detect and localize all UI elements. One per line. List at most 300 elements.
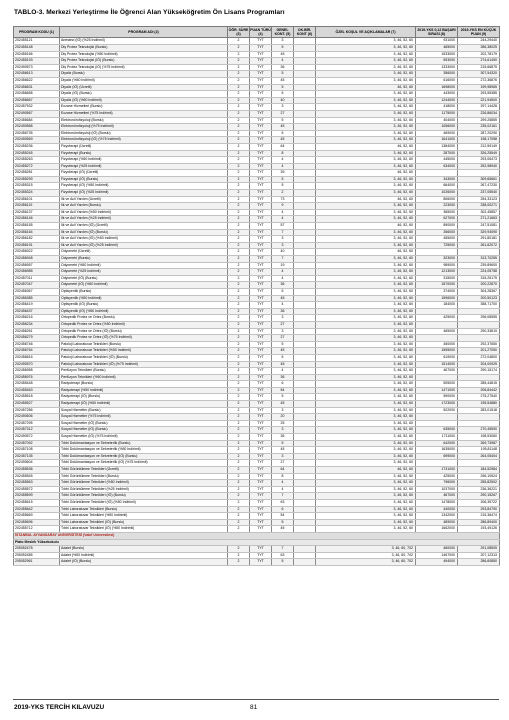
university-header-row [14,532,500,539]
score-type-cell: TYT [250,321,272,328]
special-conditions-cell: 3, 46, 60, 702 [316,546,416,553]
success-rank-cell: 1731000 [416,467,458,474]
program-code-cell: 202457011 [14,275,60,282]
general-quota-cell: 64 [272,467,294,474]
table-row [14,526,500,533]
table-row [14,328,500,335]
table-row [14,124,500,131]
top-student-quota-cell [294,229,316,236]
top-student-quota-cell [294,552,316,559]
special-conditions-cell: 3, 46, 52, 60 [316,295,416,302]
success-rank-cell: 440000 [416,506,458,513]
duration-cell: 2 [228,124,250,131]
top-student-quota-cell [294,256,316,263]
program-name-cell: Odyometri (%25 İndirimli) [60,269,228,276]
score-type-cell: TYT [250,295,272,302]
table-body [14,38,500,566]
min-score-cell: 304,28367 [458,288,500,295]
program-name-cell: İlk ve Acil Yardım (İÖ) (Ücretli) [60,223,228,230]
program-code-cell: 202457286 [14,407,60,414]
general-quota-cell: 3 [272,104,294,111]
duration-cell: 2 [228,302,250,309]
program-code-cell: 202455324 [14,190,60,197]
program-name-cell: Tıbbi Laboratuvar Teknikleri (%50 İndirimli) [60,513,228,520]
duration-cell: 2 [228,420,250,427]
min-score-cell: 286,89400 [458,519,500,526]
min-score-cell: 244,29440 [458,38,500,45]
special-conditions-cell: 46, 52, 60 [316,170,416,177]
general-quota-cell: 3 [272,453,294,460]
top-student-quota-cell [294,163,316,170]
score-type-cell: TYT [250,282,272,289]
general-quota-cell: 5 [272,71,294,78]
program-name-cell: Patoloji Laboratuvar Teknikleri (İÖ) (Burslu) [60,354,228,361]
program-code-cell: 202455166 [14,51,60,58]
special-conditions-cell: 3, 46, 52, 60 [316,440,416,447]
duration-cell: 2 [228,374,250,381]
score-type-cell: TYT [250,157,272,164]
success-rank-cell: 323000 [416,256,458,263]
top-student-quota-cell [294,295,316,302]
score-type-cell: TYT [250,394,272,401]
program-name-cell: Odyometri (Ücretli) [60,249,228,256]
program-code-cell: 202455448 [14,381,60,388]
program-code-cell: 202456957 [14,262,60,269]
duration-cell: 2 [228,157,250,164]
special-conditions-cell: 3, 46, 52, 60 [316,387,416,394]
special-conditions-cell: 3, 46, 52, 60 [316,394,416,401]
program-name-cell: Optisyenlik (İÖ) (%50 İndirimli) [60,308,228,315]
min-score-cell: 247,51081 [458,223,500,230]
duration-cell: 2 [228,559,250,566]
score-type-cell: TYT [250,117,272,124]
success-rank-cell: 806000 [416,196,458,203]
col-basari-sirasi: 2019-YKS 0,12 BAŞARI SIRASI (8) [417,28,456,37]
duration-cell: 2 [228,196,250,203]
duration-cell: 2 [228,288,250,295]
general-quota-cell: 20 [272,414,294,421]
general-quota-cell: 45 [272,447,294,454]
score-type-cell: TYT [250,216,272,223]
success-rank-cell [416,249,458,256]
program-code-cell: 202456613 [14,71,60,78]
success-rank-cell: 1037000 [416,486,458,493]
top-student-quota-cell [294,124,316,131]
score-type-cell: TYT [250,493,272,500]
score-type-cell: TYT [250,559,272,566]
special-conditions-cell: 3, 46, 52, 60 [316,361,416,368]
program-code-cell: 205052478 [14,546,60,553]
general-quota-cell: 3 [272,242,294,249]
min-score-cell: 329,94090 [458,229,500,236]
special-conditions-cell: 3, 46, 52, 60 [316,407,416,414]
score-type-cell: TYT [250,91,272,98]
success-rank-cell: 315000 [416,275,458,282]
special-conditions-cell: 3, 46, 52, 60 [316,110,416,117]
table-row [14,493,500,500]
min-score-cell: 293,55385 [458,91,500,98]
top-student-quota-cell [294,249,316,256]
min-score-cell: 184,52984 [458,467,500,474]
program-name-cell: İlk ve Acil Yardım (%25 İndirimli) [60,216,228,223]
table-row [14,143,500,150]
top-student-quota-cell [294,45,316,52]
col-puan-turu: PUAN TÜRÜ (4) [250,28,271,37]
top-student-quota-cell [294,143,316,150]
score-type-cell: TYT [250,77,272,84]
general-quota-cell: 5 [272,354,294,361]
top-student-quota-cell [294,447,316,454]
table-row [14,453,500,460]
table-row [14,321,500,328]
duration-cell: 2 [228,407,250,414]
special-conditions-cell: 3, 46, 52, 60 [316,58,416,65]
program-name-cell: Radyoterapi (İÖ) (%50 İndirimli) [60,401,228,408]
general-quota-cell: 4 [272,269,294,276]
success-rank-cell: 1244000 [416,97,458,104]
min-score-cell: 195,81148 [458,447,500,454]
general-quota-cell: 39 [272,170,294,177]
general-quota-cell: 4 [272,275,294,282]
special-conditions-cell: 3, 46, 52, 60 [316,526,416,533]
program-name-cell: İlk ve Acil Yardım (İÖ) (%25 İndirimli) [60,242,228,249]
program-code-cell: 202457312 [14,427,60,434]
general-quota-cell: 5 [272,341,294,348]
program-code-cell: 202455281 [14,170,60,177]
min-score-cell: 287,20290 [458,130,500,137]
duration-cell: 2 [228,45,250,52]
general-quota-cell: 4 [272,480,294,487]
min-score-cell: 215,66875 [458,64,500,71]
general-quota-cell: 54 [272,387,294,394]
program-code-cell: 205052485 [14,552,60,559]
special-conditions-cell: 3, 46, 52, 60 [316,51,416,58]
duration-cell: 2 [228,143,250,150]
score-type-cell: TYT [250,170,272,177]
program-name-cell: Sosyal Hizmetler (İÖ) (Burslu) [60,420,228,427]
special-conditions-cell: 3, 46, 52, 60 [316,176,416,183]
duration-cell: 2 [228,308,250,315]
duration-cell: 2 [228,486,250,493]
general-quota-cell: 5 [272,45,294,52]
min-score-cell [458,414,500,421]
success-rank-cell: 1711000 [416,434,458,441]
score-type-cell: TYT [250,460,272,467]
success-rank-cell: 1026000 [416,190,458,197]
top-student-quota-cell [294,407,316,414]
success-rank-cell: 460000 [416,546,458,553]
success-rank-cell: 931000 [416,38,458,45]
success-rank-cell: 356000 [416,71,458,78]
program-code-cell: 202455236 [14,143,60,150]
program-name-cell: Diş Protez Teknolojisi (Burslu) [60,45,228,52]
program-name-cell: Tıbbi Görüntüleme Teknikleri (%50 İndirimli) [60,480,228,487]
duration-cell: 2 [228,249,250,256]
min-score-cell: 264,05404 [458,453,500,460]
special-conditions-cell: 3, 46, 52, 60 [316,117,416,124]
score-type-cell: TYT [250,381,272,388]
table-row [14,236,500,243]
min-score-cell: 271,21663 [458,216,500,223]
duration-cell: 2 [228,282,250,289]
score-type-cell: TYT [250,434,272,441]
top-student-quota-cell [294,480,316,487]
top-student-quota-cell [294,460,316,467]
program-name-cell: Diyaliz (İÖ) (Ücretli) [60,84,228,91]
min-score-cell: 207,12313 [458,552,500,559]
program-name-cell: Ortopedik Protez ve Ortez (İÖ) (%75 İndirimli) [60,335,228,342]
score-type-cell: TYT [250,499,272,506]
special-conditions-cell: 3, 46, 52, 60 [316,434,416,441]
score-type-cell: TYT [250,368,272,375]
program-name-cell: Radyoterapi (Burslu) [60,381,228,388]
program-code-cell: 202456976 [14,374,60,381]
score-type-cell: TYT [250,486,272,493]
general-quota-cell: 3 [272,407,294,414]
program-name-cell: Perfüzyon Teknikleri (%50 İndirimli) [60,374,228,381]
general-quota-cell: 3 [272,427,294,434]
score-type-cell: TYT [250,104,272,111]
program-code-cell: 202455299 [14,176,60,183]
program-name-cell: Odyometri (%50 İndirimli) [60,262,228,269]
table-row [14,486,500,493]
program-code-cell: 202457532 [14,104,60,111]
min-score-cell [458,374,500,381]
table-row [14,183,500,190]
program-name-cell: Tıbbi Görüntüleme Teknikleri (İÖ) (%50 İndirimli) [60,499,228,506]
program-name-cell: Tıbbi Laboratuvar Teknikleri (İÖ) (Burslu) [60,519,228,526]
general-quota-cell: 7 [272,546,294,553]
duration-cell: 2 [228,91,250,98]
success-rank-cell [416,321,458,328]
success-rank-cell: 418000 [416,104,458,111]
duration-cell: 2 [228,348,250,355]
success-rank-cell: 223000 [416,203,458,210]
program-name-cell: Diyaliz (Burslu) [60,71,228,78]
min-score-cell: 338,00271 [458,203,500,210]
special-conditions-cell: 3, 46, 52, 60 [316,368,416,375]
top-student-quota-cell [294,51,316,58]
success-rank-cell [416,374,458,381]
duration-cell: 2 [228,223,250,230]
duration-cell: 2 [228,499,250,506]
score-type-cell: TYT [250,242,272,249]
program-name-cell: Elektronörofizyoloji (İÖ) (%75 İndirimli) [60,137,228,144]
program-code-cell: 202490568 [14,124,60,131]
duration-cell: 2 [228,203,250,210]
programs-table [13,26,500,566]
top-student-quota-cell [294,216,316,223]
top-student-quota-cell [294,130,316,137]
top-student-quota-cell [294,361,316,368]
special-conditions-cell: 3, 46, 52, 60 [316,288,416,295]
success-rank-cell: 1213000 [416,269,458,276]
top-student-quota-cell [294,269,316,276]
program-name-cell: Ortopedik Protez ve Ortez (İÖ) (Burslu) [60,328,228,335]
program-code-cell: 202490573 [14,64,60,71]
score-type-cell: TYT [250,190,272,197]
table-row [14,51,500,58]
top-student-quota-cell [294,368,316,375]
top-student-quota-cell [294,97,316,104]
program-name-cell: Fizyoterapi (İÖ) (%25 İndirimli) [60,190,228,197]
success-rank-cell: 642000 [416,440,458,447]
special-conditions-cell: 3, 46, 52, 60 [316,499,416,506]
top-student-quota-cell [294,71,316,78]
special-conditions-cell: 3, 46, 52, 60 [316,519,416,526]
success-rank-cell: 1533000 [416,51,458,58]
top-student-quota-cell [294,203,316,210]
general-quota-cell: 45 [272,137,294,144]
general-quota-cell: 54 [272,513,294,520]
min-score-cell: 201,27050 [458,348,500,355]
program-name-cell: Radyoterapi (İÖ) (Burslu) [60,394,228,401]
program-code-cell: 202456146 [14,216,60,223]
program-code-cell: 202456419 [14,302,60,309]
top-student-quota-cell [294,348,316,355]
program-name-cell: Optisyenlik (%50 İndirimli) [60,295,228,302]
table-row [14,368,500,375]
program-code-cell: 202457047 [14,282,60,289]
program-name-cell: Fizyoterapi (Ücretli) [60,143,228,150]
special-conditions-cell: 3, 46, 52, 60 [316,97,416,104]
top-student-quota-cell [294,223,316,230]
special-conditions-cell: 3, 46, 52, 60 [316,190,416,197]
table-row [14,84,500,91]
table-row [14,374,500,381]
program-name-cell: İlk ve Acil Yardım (İÖ) (%50 İndirimli) [60,236,228,243]
special-conditions-cell: 3, 46, 52, 60 [316,130,416,137]
special-conditions-cell: 3, 46, 52, 60 [316,480,416,487]
score-type-cell: TYT [250,308,272,315]
table-row [14,519,500,526]
min-score-cell: 237,05540 [458,190,500,197]
success-rank-cell: 467000 [416,368,458,375]
table-row [14,552,500,559]
special-conditions-cell: 3, 46, 52, 60 [316,460,416,467]
success-rank-cell: 425000 [416,473,458,480]
min-score-cell: 199,98965 [458,84,500,91]
program-code-cell: 202456958 [14,368,60,375]
top-student-quota-cell [294,150,316,157]
min-score-cell: 224,05758 [458,269,500,276]
program-name-cell: İlk ve Acil Yardım (İÖ) (Burslu) [60,229,228,236]
table-row [14,308,500,315]
top-student-quota-cell [294,546,316,553]
general-quota-cell: 45 [272,77,294,84]
program-code-cell: 202456367 [14,288,60,295]
min-score-cell: 293,06473 [458,157,500,164]
table-row [14,414,500,421]
score-type-cell: TYT [250,196,272,203]
col-program-kodu: PROGRAM KODU (1) [14,27,60,38]
special-conditions-cell: 3, 46, 52, 60 [316,381,416,388]
min-score-cell: 290,15174 [458,368,500,375]
min-score-cell: 193,49126 [458,526,500,533]
min-score-cell [458,420,500,427]
special-conditions-cell: 46, 52, 60 [316,143,416,150]
top-student-quota-cell [294,513,316,520]
success-rank-cell: 593000 [416,58,458,65]
score-type-cell: TYT [250,71,272,78]
general-quota-cell: 5 [272,559,294,566]
program-name-cell: Patoloji Laboratuvar Teknikleri (Burslu) [60,341,228,348]
general-quota-cell: 7 [272,493,294,500]
top-student-quota-cell [294,84,316,91]
min-score-cell: 195,54880 [458,401,500,408]
top-student-quota-cell [294,401,316,408]
general-quota-cell: 4 [272,163,294,170]
duration-cell: 2 [228,58,250,65]
general-quota-cell: 4 [272,368,294,375]
table-row [14,216,500,223]
duration-cell: 2 [228,519,250,526]
program-code-cell: 202455642 [14,506,60,513]
min-score-cell: 307,54320 [458,71,500,78]
top-student-quota-cell [294,559,316,566]
duration-cell: 2 [228,269,250,276]
top-student-quota-cell [294,110,316,117]
program-name-cell: Diş Protez Teknolojisi (İÖ) (Burslu) [60,58,228,65]
special-conditions-cell: 3, 46, 52, 60 [316,447,416,454]
duration-cell: 2 [228,321,250,328]
duration-cell: 2 [228,447,250,454]
success-rank-cell: 1384000 [416,143,458,150]
success-rank-cell: 287000 [416,150,458,157]
top-student-quota-cell [294,308,316,315]
table-row [14,335,500,342]
table-row [14,45,500,52]
special-conditions-cell: 3, 46, 52, 60 [316,321,416,328]
min-score-cell [458,308,500,315]
duration-cell: 2 [228,256,250,263]
general-quota-cell: 73 [272,196,294,203]
program-code-cell: 202457135 [14,453,60,460]
min-score-cell: 239,89600 [458,262,500,269]
program-code-cell: 202490572 [14,434,60,441]
min-score-cell: 283,01518 [458,407,500,414]
success-rank-cell: 590000 [416,394,458,401]
general-quota-cell: 45 [272,401,294,408]
program-code-cell: 202455315 [14,183,60,190]
score-type-cell: TYT [250,341,272,348]
top-student-quota-cell [294,157,316,164]
program-code-cell: 202456948 [14,256,60,263]
table-row [14,302,500,309]
score-type-cell: TYT [250,354,272,361]
min-score-cell [458,335,500,342]
success-rank-cell: 266000 [416,229,458,236]
table-row [14,64,500,71]
duration-cell: 2 [228,84,250,91]
duration-cell: 2 [228,473,250,480]
program-name-cell: Fizyoterapi (İÖ) (Ücretli) [60,170,228,177]
program-code-cell: 202455463 [14,387,60,394]
min-score-cell: 267,47230 [458,183,500,190]
duration-cell: 2 [228,341,250,348]
min-score-cell: 313,70255 [458,256,500,263]
general-quota-cell: 5 [272,117,294,124]
success-rank-cell: 1662000 [416,526,458,533]
program-code-cell: 202456164 [14,229,60,236]
top-student-quota-cell [294,506,316,513]
special-conditions-cell: 3, 46, 52, 60 [316,414,416,421]
duration-cell: 2 [228,480,250,487]
score-type-cell: TYT [250,110,272,117]
score-type-cell: TYT [250,519,272,526]
program-name-cell: Tıbbi Görüntüleme Teknikleri (Ücretli) [60,467,228,474]
special-conditions-cell: 3, 46, 52, 60 [316,262,416,269]
